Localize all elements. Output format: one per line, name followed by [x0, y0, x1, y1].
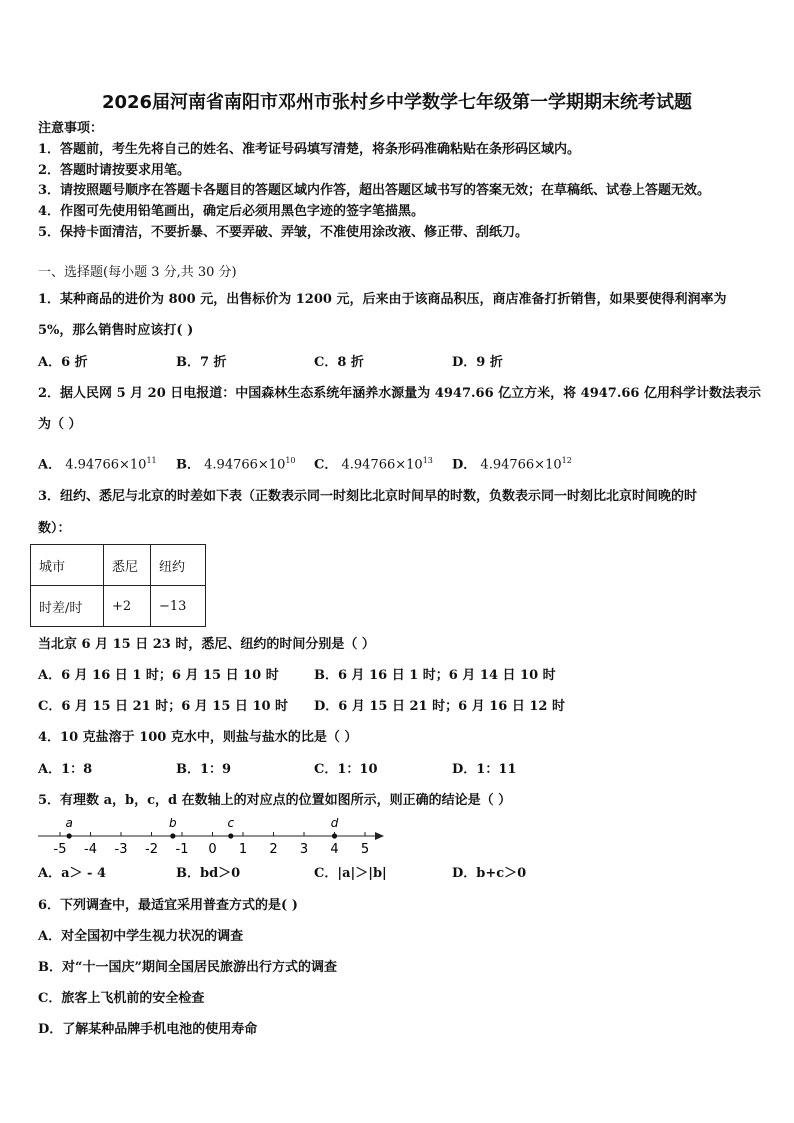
q4-option-b: B．1：9 — [176, 762, 232, 777]
number-line-tick-label: -3 — [114, 842, 128, 857]
q2-option-c: C． $4.94766\times 10^{13}$ — [314, 456, 433, 473]
number-line-point-b — [170, 833, 175, 838]
number-line-tick-label: -4 — [84, 842, 97, 857]
q6-text: 6．下列调查中，最适宜采用普查方式的是( ) — [38, 898, 298, 913]
number-line-tick-label: -5 — [53, 842, 67, 857]
q2-option-b: B． $4.94766\times 10^{10}$ — [176, 456, 296, 473]
notes-heading: 注意事项： — [38, 121, 104, 136]
q1-option-c: C．8 折 — [314, 355, 364, 370]
number-line-point-label: b — [169, 818, 177, 830]
number-line-tick-label: 4 — [330, 842, 339, 857]
table-row — [31, 586, 206, 627]
q5-option-c: C．|a|＞|b| — [314, 866, 387, 881]
number-line-point-c — [228, 833, 233, 838]
q4-option-d: D．1：11 — [452, 762, 517, 777]
q6-option-d: D．了解某种品牌手机电池的使用寿命 — [38, 1022, 258, 1037]
q5-option-d: D．b+c＞0 — [452, 866, 527, 881]
q2-text: 为（ ） — [38, 417, 82, 432]
q1-option-a: A．6 折 — [38, 355, 88, 370]
q3-option-d: D．6 月 15 日 21 时；6 月 16 日 12 时 — [314, 699, 565, 714]
table-cell: 城市 — [31, 545, 104, 586]
arrow-icon — [375, 832, 384, 840]
number-line-tick-label: 5 — [360, 842, 370, 857]
number-line-point-label: a — [65, 818, 73, 830]
q3-option-c: C．6 月 15 日 21 时；6 月 15 日 10 时 — [38, 699, 289, 714]
number-line-point-d — [332, 833, 337, 838]
number-line-tick-label: 2 — [269, 842, 278, 857]
q6-option-c: C．旅客上飞机前的安全检查 — [38, 991, 205, 1006]
q3-question: 当北京 6 月 15 日 23 时，悉尼、纽约的时间分别是（ ） — [38, 637, 375, 652]
table-cell: −13 — [151, 586, 206, 627]
q5-option-a: A．a＞ - 4 — [38, 866, 107, 881]
section-heading: 一、选择题(每小题 3 分,共 30 分) — [38, 265, 237, 280]
note-item: 5．保持卡面清洁，不要折暴、不要弄破、弄皱，不准使用涂改液、修正带、刮纸刀。 — [38, 225, 529, 240]
q5-text: 5．有理数 a，b，c，d 在数轴上的对应点的位置如图所示，则正确的结论是（ ） — [38, 793, 512, 808]
note-item: 3．请按照题号顺序在答题卡各题目的答题区域内作答，超出答题区域书写的答案无效；在草稿纸、试卷上答题无效。 — [38, 183, 711, 198]
number-line-point-label: c — [227, 818, 235, 830]
table-row — [31, 545, 206, 586]
note-item: 1．答题前，考生先将自己的姓名、准考证号码填写清楚，将条形码准确粘贴在条形码区域内。 — [38, 142, 581, 157]
note-item: 2．答题时请按要求用笔。 — [38, 163, 191, 178]
q4-text: 4．10 克盐溶于 100 克水中，则盐与盐水的比是（ ） — [38, 730, 358, 745]
q3-text: 3．纽约、悉尼与北京的时差如下表（正数表示同一时刻比北京时间早的时数，负数表示同一时刻比北京时间晚的时 — [38, 489, 698, 504]
q5-option-b: B．bd＞0 — [176, 866, 241, 881]
table-cell: +2 — [104, 586, 151, 627]
number-line-tick-label: 0 — [208, 842, 217, 857]
q1-option-b: B．7 折 — [176, 355, 227, 370]
q2-option-a: A． $4.94766\times 10^{11}$ — [38, 456, 157, 473]
q2-text: 2．据人民网 5 月 20 日电报道：中国森林生态系统年涵养水源量为 4947.66 亿立方米，将 4947.66 亿用科学计数法表示 — [38, 386, 761, 401]
number-line-point-label: d — [330, 818, 339, 830]
q3-option-a: A．6 月 16 日 1 时；6 月 15 日 10 时 — [38, 668, 279, 683]
table-cell: 纽约 — [151, 545, 206, 586]
table-cell: 时差/时 — [31, 586, 104, 627]
note-item: 4．作图可先使用铅笔画出，确定后必须用黑色字迹的签字笔描黑。 — [38, 204, 425, 219]
number-line — [38, 818, 388, 860]
number-line-tick-label: -1 — [175, 842, 189, 857]
q1-option-d: D．9 折 — [452, 355, 503, 370]
number-line-point-a — [67, 833, 72, 838]
q1-text: 5%，那么销售时应该打( ) — [38, 323, 194, 338]
number-line-tick-label: 1 — [238, 842, 248, 857]
table-cell: 悉尼 — [104, 545, 151, 586]
q3-text: 数）： — [38, 521, 71, 536]
q6-option-a: A．对全国初中学生视力状况的调查 — [38, 929, 244, 944]
q2-option-d: D． $4.94766\times 10^{12}$ — [452, 456, 572, 473]
q6-option-b: B．对“十一国庆”期间全国居民旅游出行方式的调查 — [38, 960, 337, 975]
time-difference-table — [30, 544, 206, 627]
number-line-tick-label: -2 — [145, 842, 158, 857]
q4-option-c: C．1：10 — [314, 762, 378, 777]
number-line-tick-label: 3 — [299, 842, 309, 857]
page-title: 2026届河南省南阳市邓州市张村乡中学数学七年级第一学期期末统考试题 — [101, 92, 693, 113]
q1-text: 1．某种商品的进价为 800 元，出售标价为 1200 元，后来由于该商品积压，商店准备打折销售，如果要使得利润率为 — [38, 292, 727, 307]
q3-option-b: B．6 月 16 日 1 时；6 月 14 日 10 时 — [314, 668, 556, 683]
q4-option-a: A．1：8 — [38, 762, 93, 777]
